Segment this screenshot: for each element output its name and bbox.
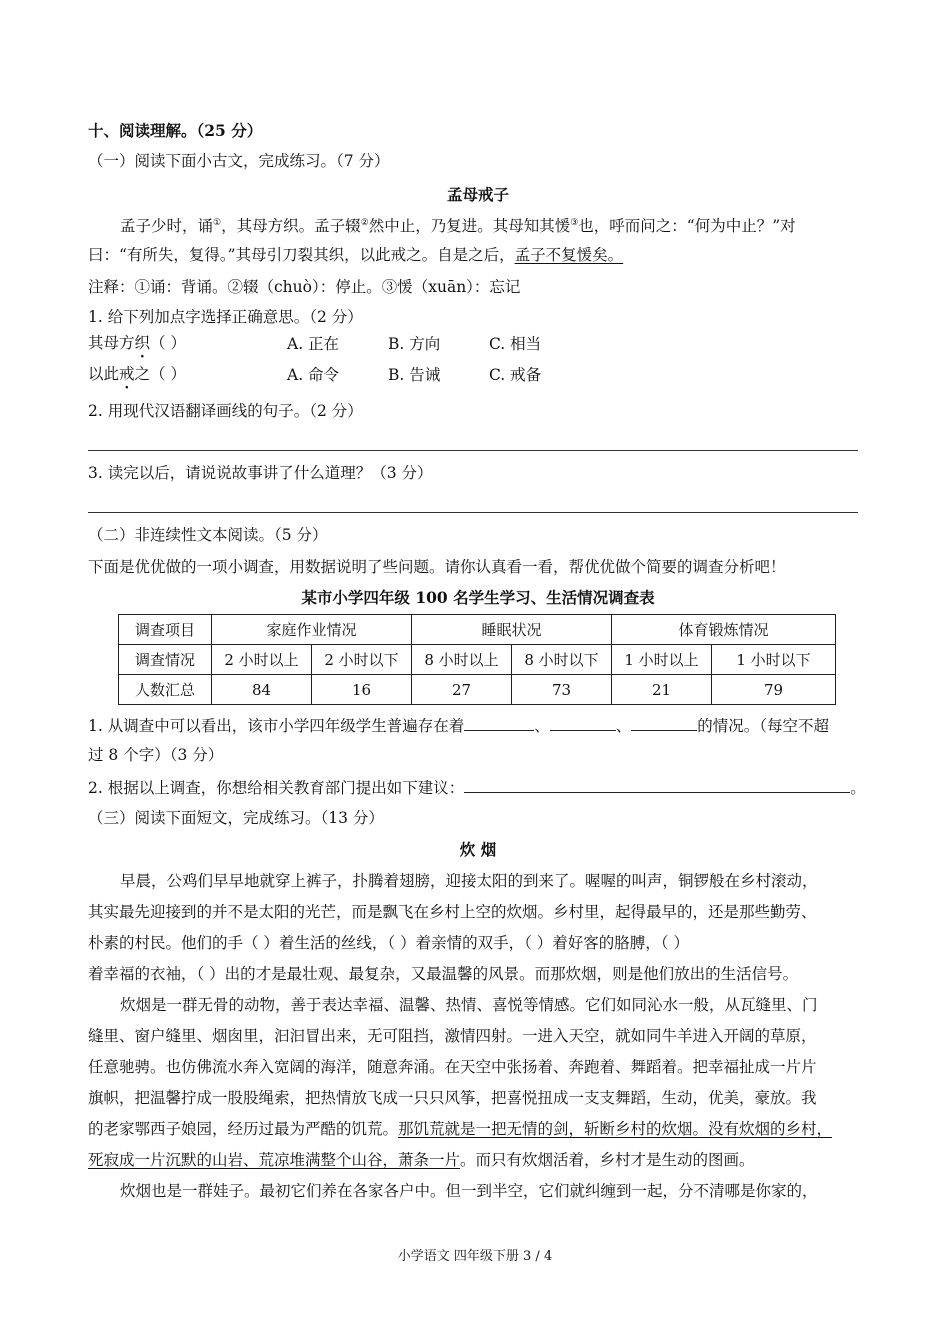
notes: 注释：①诵：背诵。②辍（chuò）：停止。③愋（xuān）：忘记 <box>88 278 521 296</box>
q1-row1-opt-b: B. 方向 <box>388 335 441 353</box>
essay-line: 着幸福的衣袖，（ ）出的才是最壮观、最复杂，又最温馨的风景。而那炊烟，则是他们放出的生活信号。 <box>88 965 799 983</box>
passage-line-1: 孟子少时，诵①，其母方织。孟子辍②然中止，乃复进。其母知其愋③也，呼而问之：“何为中止？”对 <box>120 217 796 236</box>
part2-heading: （二）非连续性文本阅读。（5 分） <box>88 526 328 544</box>
page-footer: 小学语文 四年级下册 3 / 4 <box>397 1249 553 1264</box>
table-cell: 79 <box>712 675 836 705</box>
table-cell: 27 <box>412 675 512 705</box>
table-cell: 1 小时以上 <box>612 645 712 675</box>
part2-question-2: 2. 根据以上调查，你想给相关教育部门提出如下建议： 。 <box>88 776 866 799</box>
part2-intro: 下面是优优做的一项小调查，用数据说明了些问题。请你认真看一看，帮优优做个简要的调查分析吧！ <box>88 558 786 576</box>
table-cell: 1 小时以下 <box>712 645 836 675</box>
passage-line-2: 曰：“有所失，复得。”其母引刀裂其织，以此戒之。自是之后，孟子不复愋矣。 <box>88 246 624 264</box>
table-row <box>119 675 836 705</box>
essay-line: 朴素的村民。他们的手（ ）着生活的丝线，（ ）着亲情的双手，（ ）着好客的胳膊，（ ） <box>88 934 689 952</box>
table-cell: 2 小时以下 <box>312 645 412 675</box>
table-cell: 8 小时以上 <box>412 645 512 675</box>
table-cell: 人数汇总 <box>119 675 212 705</box>
blank-field-3[interactable] <box>631 714 697 731</box>
part1-heading: （一）阅读下面小古文，完成练习。（7 分） <box>88 152 390 170</box>
q1-row1-opt-c: C. 相当 <box>489 335 542 353</box>
table-title: 某市小学四年级 100 名学生学习、生活情况调查表 <box>301 588 655 607</box>
essay-line: 的老家鄂西子娘园，经历过最为严酷的饥荒。那饥荒就是一把无情的剑，斩断乡村的炊烟。没有炊烟的乡村， <box>88 1120 833 1138</box>
question-1: 1. 给下列加点字选择正确意思。（2 分） <box>88 308 363 326</box>
q1-row2-opt-b: B. 告诫 <box>388 366 441 384</box>
essay-line: 缝里、窗户缝里、烟囱里，汩汩冒出来，无可阻挡，激情四射。一进入天空，就如同牛羊进入开阔的草原， <box>88 1027 817 1045</box>
part3-title: 炊 烟 <box>459 840 497 859</box>
table-cell: 8 小时以下 <box>512 645 612 675</box>
essay-line: 其实最先迎接到的并不是太阳的光芒，而是飘飞在乡村上空的炊烟。乡村里，起得最早的，还是那些勤劳、 <box>88 903 817 921</box>
table-cell: 家庭作业情况 <box>212 615 412 645</box>
underlined-sentence: 那饥荒就是一把无情的剑，斩断乡村的炊烟。没有炊烟的乡村， <box>398 1120 833 1138</box>
essay-line: 旗帜，把温馨拧成一股股绳索，把热情放飞成一只只风筝，把喜悦扭成一支支舞蹈，生动，优美，豪放。我 <box>88 1089 817 1107</box>
q1-row2-opt-c: C. 戒备 <box>489 366 542 384</box>
q1-row-2: 以此戒之（ ） <box>88 365 186 383</box>
essay-line: 任意驰骋。也仿佛流水奔入宽阔的海洋，随意奔涌。在天空中张扬着、奔跑着、舞蹈着。把幸福扯成一片片 <box>88 1058 817 1076</box>
table-cell: 体育锻炼情况 <box>612 615 836 645</box>
question-2: 2. 用现代汉语翻译画线的句子。（2 分） <box>88 402 363 420</box>
table-cell: 调查项目 <box>119 615 212 645</box>
part1-title: 孟母戒子 <box>446 185 509 204</box>
q1-row1-opt-a: A. 正在 <box>287 335 340 353</box>
table-cell: 16 <box>312 675 412 705</box>
blank-field-1[interactable] <box>464 714 534 731</box>
essay-line: 早晨，公鸡们早早地就穿上裤子，扑腾着翅膀，迎接太阳的到来了。喔喔的叫声，铜锣般在乡村滚动， <box>120 872 818 890</box>
table-cell: 2 小时以上 <box>212 645 312 675</box>
blank-field-2[interactable] <box>550 714 616 731</box>
essay-line: 炊烟是一群无骨的动物，善于表达幸福、温馨、热情、喜悦等情感。它们如同沁水一般，从瓦缝里、门 <box>120 996 818 1014</box>
question-3: 3. 读完以后，请说说故事讲了什么道理？（3 分） <box>88 464 433 482</box>
part2-question-1: 1. 从调查中可以看出，该市小学四年级学生普遍存在着 、 、 的情况。（每空不超 <box>88 714 829 737</box>
table-row <box>119 615 836 645</box>
suggestion-blank[interactable] <box>464 776 850 793</box>
table-cell: 73 <box>512 675 612 705</box>
table-cell: 调查情况 <box>119 645 212 675</box>
q1-row2-opt-a: A. 命令 <box>287 366 340 384</box>
table-cell: 睡眠状况 <box>412 615 612 645</box>
essay-line: 死寂成一片沉默的山岩、荒凉堆满整个山谷，萧条一片。而只有炊烟活着，乡村才是生动的图画。 <box>88 1151 755 1169</box>
table-cell: 21 <box>612 675 712 705</box>
essay-line: 炊烟也是一群娃子。最初它们养在各家各户中。但一到半空，它们就纠缠到一起，分不清哪是你家的， <box>120 1182 818 1200</box>
answer-line-q3[interactable] <box>88 512 858 513</box>
underlined-sentence: 孟子不复愋矣。 <box>514 246 624 264</box>
part3-heading: （三）阅读下面短文，完成练习。（13 分） <box>88 809 384 827</box>
section-title: 十、阅读理解。（25 分） <box>88 121 263 140</box>
table-row <box>119 645 836 675</box>
q1-row-1: 其母方织（ ） <box>88 334 186 352</box>
underlined-sentence: 死寂成一片沉默的山岩、荒凉堆满整个山谷，萧条一片 <box>88 1151 461 1169</box>
part2-question-1-cont: 过 8 个字）（3 分） <box>88 746 224 764</box>
table-cell: 84 <box>212 675 312 705</box>
survey-table <box>118 614 836 705</box>
answer-line-q2[interactable] <box>88 450 858 451</box>
